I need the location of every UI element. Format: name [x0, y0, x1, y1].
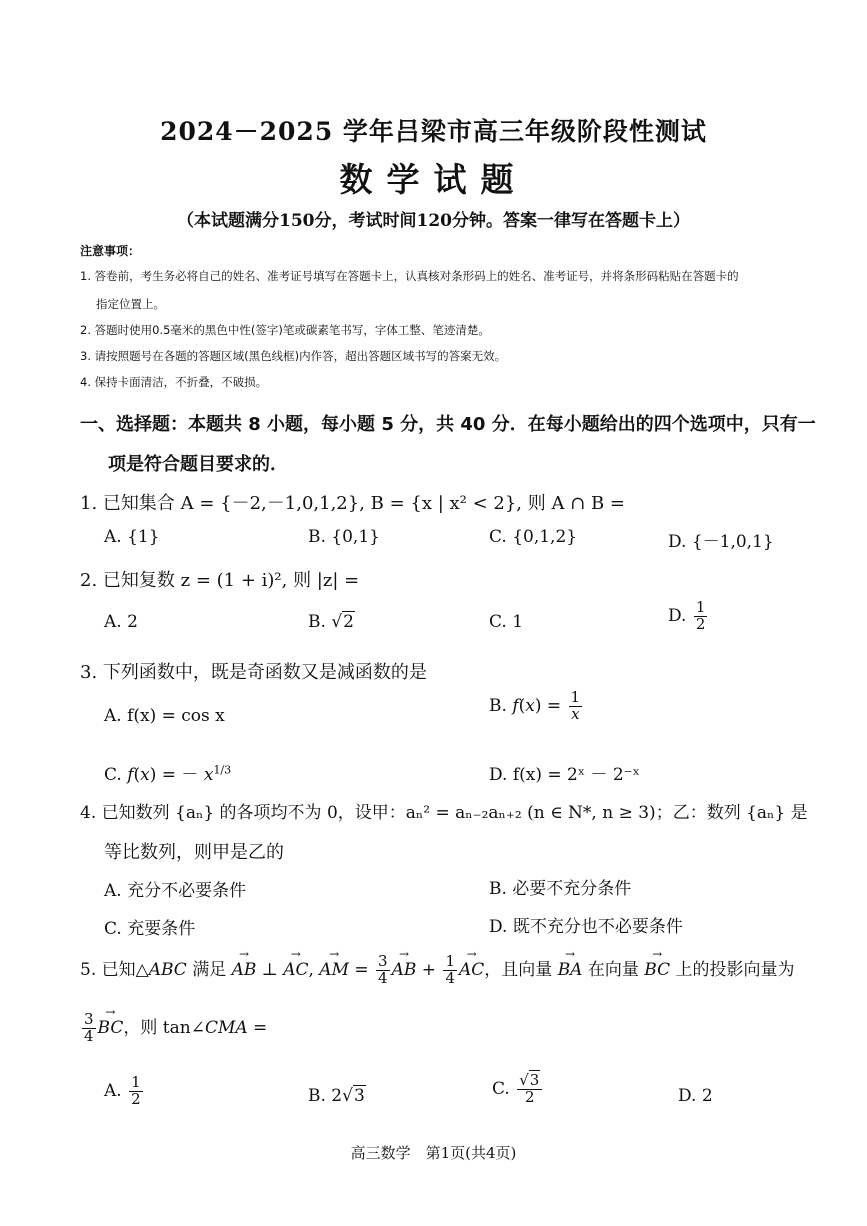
question-2-stem: 2. 已知复数 z = (1 + i)², 则 |z| =: [80, 570, 360, 591]
q4-option-a: A. 充分不必要条件: [104, 881, 247, 901]
q2-option-a: A. 2: [104, 612, 138, 632]
q5-option-d: D. 2: [678, 1086, 713, 1106]
question-5-stem-cont: $\frac{3}{4}$ → BC，则 tan∠CMA =: [80, 1012, 267, 1045]
subject-title: 数学试题: [339, 160, 528, 199]
section-heading: 一、选择题：本题共 8 小题，每小题 5 分，共 40 分．在每小题给出的四个选项中，只有一: [80, 414, 816, 435]
q3-option-c: C. f(x) = － $x^{1/3}$: [104, 763, 232, 785]
q4-option-d: D. 既不充分也不必要条件: [489, 917, 683, 937]
notice-item: 2. 答题时使用0.5毫米的黑色中性(签字)笔或碳素笔书写，字体工整、笔迹清楚。: [80, 323, 490, 337]
q1-option-d: D. {－1,0,1}: [668, 532, 774, 552]
question-3-stem: 3. 下列函数中，既是奇函数又是减函数的是: [80, 662, 427, 683]
question-4-stem-cont: 等比数列，则甲是乙的: [104, 842, 284, 863]
notice-item: 指定位置上。: [96, 297, 165, 311]
q3-option-d: D. f(x) = 2ˣ － 2⁻ˣ: [489, 765, 640, 785]
notice-item: 3. 请按照题号在各题的答题区域(黑色线框)内作答，超出答题区域书写的答案无效。: [80, 349, 507, 363]
q5-option-b: B. 2√3: [308, 1086, 365, 1106]
q3-option-a: A. f(x) = cos x: [104, 706, 225, 726]
section-heading-cont: 项是符合题目要求的．: [108, 454, 288, 475]
notice-item: 1. 答卷前，考生务必将自己的姓名、准考证号填写在答题卡上，认真核对条形码上的姓名、准考证号，并将条形码粘贴在答题卡的: [80, 269, 739, 283]
q1-option-a: A. {1}: [104, 527, 160, 547]
notice-heading: 注意事项：: [80, 244, 141, 258]
page-footer: 高三数学 第1页(共4页): [350, 1144, 517, 1162]
q5-option-a: A. $\frac{1}{2}$: [104, 1073, 141, 1108]
exam-subtitle: （本试题满分150分，考试时间120分钟。答案一律写在答题卡上）: [177, 211, 690, 231]
q2-option-b: B. √2: [308, 612, 354, 632]
q2-option-d: D. $\frac{1}{2}$: [668, 598, 706, 633]
q5-option-c: C. $\frac{√3}{2}$: [492, 1073, 544, 1106]
exam-title: 2024－2025 学年吕梁市高三年级阶段性测试: [160, 117, 707, 146]
q3-option-b: B. f(x) = $\frac{1}{x}$: [489, 688, 581, 723]
question-1-stem: 1. 已知集合 A = {－2,－1,0,1,2}, B = {x | x² < 2}, 则 A ∩ B =: [80, 493, 626, 514]
q4-option-c: C. 充要条件: [104, 919, 196, 939]
q1-option-c: C. {0,1,2}: [489, 527, 578, 547]
q1-option-b: B. {0,1}: [308, 527, 380, 547]
question-4-stem: 4. 已知数列 {aₙ} 的各项均不为 0，设甲：aₙ² = aₙ₋₂aₙ₊₂ (n ∈ N*, n ≥ 3)；乙：数列 {aₙ} 是: [80, 803, 808, 823]
question-5-stem: 5. 已知△ABC 满足 → AB ⊥ → AC, → AM = $\frac{3}{4}$ → AB + $\frac{1}{4}$ → AC，且向量 → BA 在向量 → BC 上的投影向量为: [80, 954, 795, 987]
q2-option-c: C. 1: [489, 612, 524, 632]
q4-option-b: B. 必要不充分条件: [489, 879, 632, 899]
notice-item: 4. 保持卡面清洁，不折叠，不破损。: [80, 375, 268, 389]
